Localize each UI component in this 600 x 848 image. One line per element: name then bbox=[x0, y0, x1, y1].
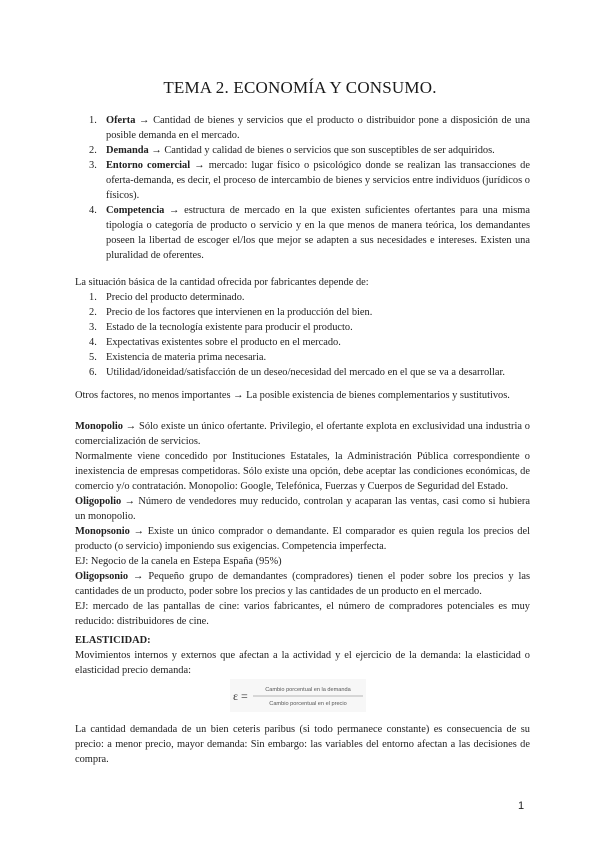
definition-text: → mercado: lugar físico o psicológico donde se realizan las transacciones de oferta-demanda, es decir, el proceso de intercambio de bienes y servicios entre individuos (jurídicos o físicos). bbox=[106, 160, 530, 201]
definition-text: → estructura de mercado en la que existen suficientes ofertantes para una misma tipología o categoría de producto o servicio y en la que menos de manera teórica, los demandantes poseen la libertad de escoger el/los que mejor se adapten a sus necesidades e intereses. Existen una pluralidad de oferentes. bbox=[106, 205, 530, 261]
definition-text: → Cantidad de bienes y servicios que el producto o distribuidor pone a disposición de una posible demanda en el mercado. bbox=[106, 115, 530, 141]
oligopsonio-example: EJ: mercado de las pantallas de cine: varios fabricantes, el número de compradores potenciales es muy reducido: distribuidores de cine. bbox=[75, 601, 530, 627]
formula-symbol: ε = bbox=[233, 689, 248, 703]
factor-item bbox=[75, 320, 530, 335]
elasticity-section bbox=[75, 633, 530, 678]
monopsonio-text: → Existe un único comprador o demandante. El comparador es quien regula los precios del producto (o servicio) imponiendo sus exigencias. Competencia imperfecta. bbox=[75, 526, 530, 552]
page-number: 1 bbox=[518, 800, 525, 812]
factor-text: Existencia de materia prima necesaria. bbox=[106, 352, 267, 363]
factor-text: Precio del producto determinado. bbox=[106, 292, 245, 303]
definitions-list bbox=[75, 113, 530, 263]
monopolio-paragraph bbox=[75, 419, 530, 449]
definition-item bbox=[75, 143, 530, 158]
other-factors: Otros factores, no menos importantes → La posible existencia de bienes complementarios y sustitutivos. bbox=[75, 390, 510, 401]
factor-item bbox=[75, 350, 530, 365]
formula-numerator: Cambio porcentual en la demanda bbox=[265, 687, 351, 693]
list-number: 2. bbox=[89, 145, 97, 156]
oligopolio-text: → Número de vendedores muy reducido, controlan y acaparan las ventas, casi como si hubiera un monopolio. bbox=[75, 496, 530, 522]
monopolio-term: Monopolio bbox=[75, 421, 123, 432]
definition-item bbox=[75, 113, 530, 143]
list-number: 5. bbox=[89, 352, 97, 363]
formula-denominator: Cambio porcentual en el precio bbox=[269, 701, 347, 707]
list-number: 1. bbox=[89, 292, 97, 303]
factor-text: Precio de los factores que intervienen en la producción del bien. bbox=[106, 307, 373, 318]
elasticity-formula bbox=[230, 679, 366, 712]
definition-term: Competencia bbox=[106, 205, 165, 216]
factor-text: Utilidad/idoneidad/satisfacción de un deseo/necesidad del mercado en el que se va a desarrollar. bbox=[106, 367, 506, 378]
oligopsonio-paragraph bbox=[75, 569, 530, 599]
list-number: 3. bbox=[89, 160, 97, 171]
formula-background bbox=[230, 679, 366, 712]
elasticity-heading: ELASTICIDAD: bbox=[75, 635, 151, 646]
monopsonio-example: EJ: Negocio de la canela en Estepa España (95%) bbox=[75, 556, 282, 567]
monopolio-text: → Sólo existe un único ofertante. Privilegio, el ofertante explota en exclusividad una industria o comercialización de servicios. bbox=[75, 421, 530, 447]
page-title: TEMA 2. ECONOMÍA Y CONSUMO. bbox=[163, 78, 437, 97]
factor-item bbox=[75, 365, 530, 380]
market-structures bbox=[75, 419, 530, 629]
monopolio-extra: Normalmente viene concedido por Instituciones Estatales, la Administración Pública correspondiente o inexistencia de empresas competidoras. Sólo existe una opción, debe aceptar las condiciones económicas, de comercio y/o contratación. Monopolio: Google, Telefónica, Fuerzas y Cuerpos de Seguridad del Estado. bbox=[75, 451, 530, 492]
factor-item bbox=[75, 305, 530, 320]
definition-term: Oferta bbox=[106, 115, 136, 126]
factor-text: Expectativas existentes sobre el producto en el mercado. bbox=[106, 337, 341, 348]
factor-text: Estado de la tecnología existente para producir el producto. bbox=[106, 322, 353, 333]
factor-item bbox=[75, 335, 530, 350]
oligopolio-paragraph bbox=[75, 494, 530, 524]
factors-intro: La situación básica de la cantidad ofrecida por fabricantes depende de: bbox=[75, 277, 369, 288]
oligopsonio-text: → Pequeño grupo de demandantes (compradores) tienen el poder sobre los precios y las cantidades de un producto, poder sobre los precios y las cantidades de un producto en el mercado. bbox=[75, 571, 530, 597]
elasticity-conclusion: La cantidad demandada de un bien ceteris paribus (si todo permanece constante) es consecuencia de su precio: a menor precio, mayor demanda: Sin embargo: las variables del entorno afectan a las decisiones de compra. bbox=[75, 724, 530, 765]
oligopolio-term: Oligopolio bbox=[75, 496, 122, 507]
list-number: 4. bbox=[89, 337, 97, 348]
definition-item bbox=[75, 158, 530, 203]
list-number: 1. bbox=[89, 115, 97, 126]
list-number: 6. bbox=[89, 367, 97, 378]
factors-section bbox=[75, 275, 530, 380]
list-number: 4. bbox=[89, 205, 97, 216]
list-number: 3. bbox=[89, 322, 97, 333]
list-number: 2. bbox=[89, 307, 97, 318]
monopsonio-term: Monopsonio bbox=[75, 526, 130, 537]
definition-text: → Cantidad y calidad de bienes o servicios que son susceptibles de ser adquiridos. bbox=[148, 145, 495, 156]
definition-item bbox=[75, 203, 530, 263]
definition-term: Entorno comercial bbox=[106, 160, 191, 171]
definition-term: Demanda bbox=[106, 145, 149, 156]
monopsonio-paragraph bbox=[75, 524, 530, 554]
oligopsonio-term: Oligopsonio bbox=[75, 571, 129, 582]
factors-list bbox=[75, 290, 530, 380]
elasticity-intro: Movimientos internos y externos que afectan a la actividad y el ejercicio de la demanda: la elasticidad o elasticidad precio demanda: bbox=[75, 650, 530, 676]
factor-item bbox=[75, 290, 530, 305]
